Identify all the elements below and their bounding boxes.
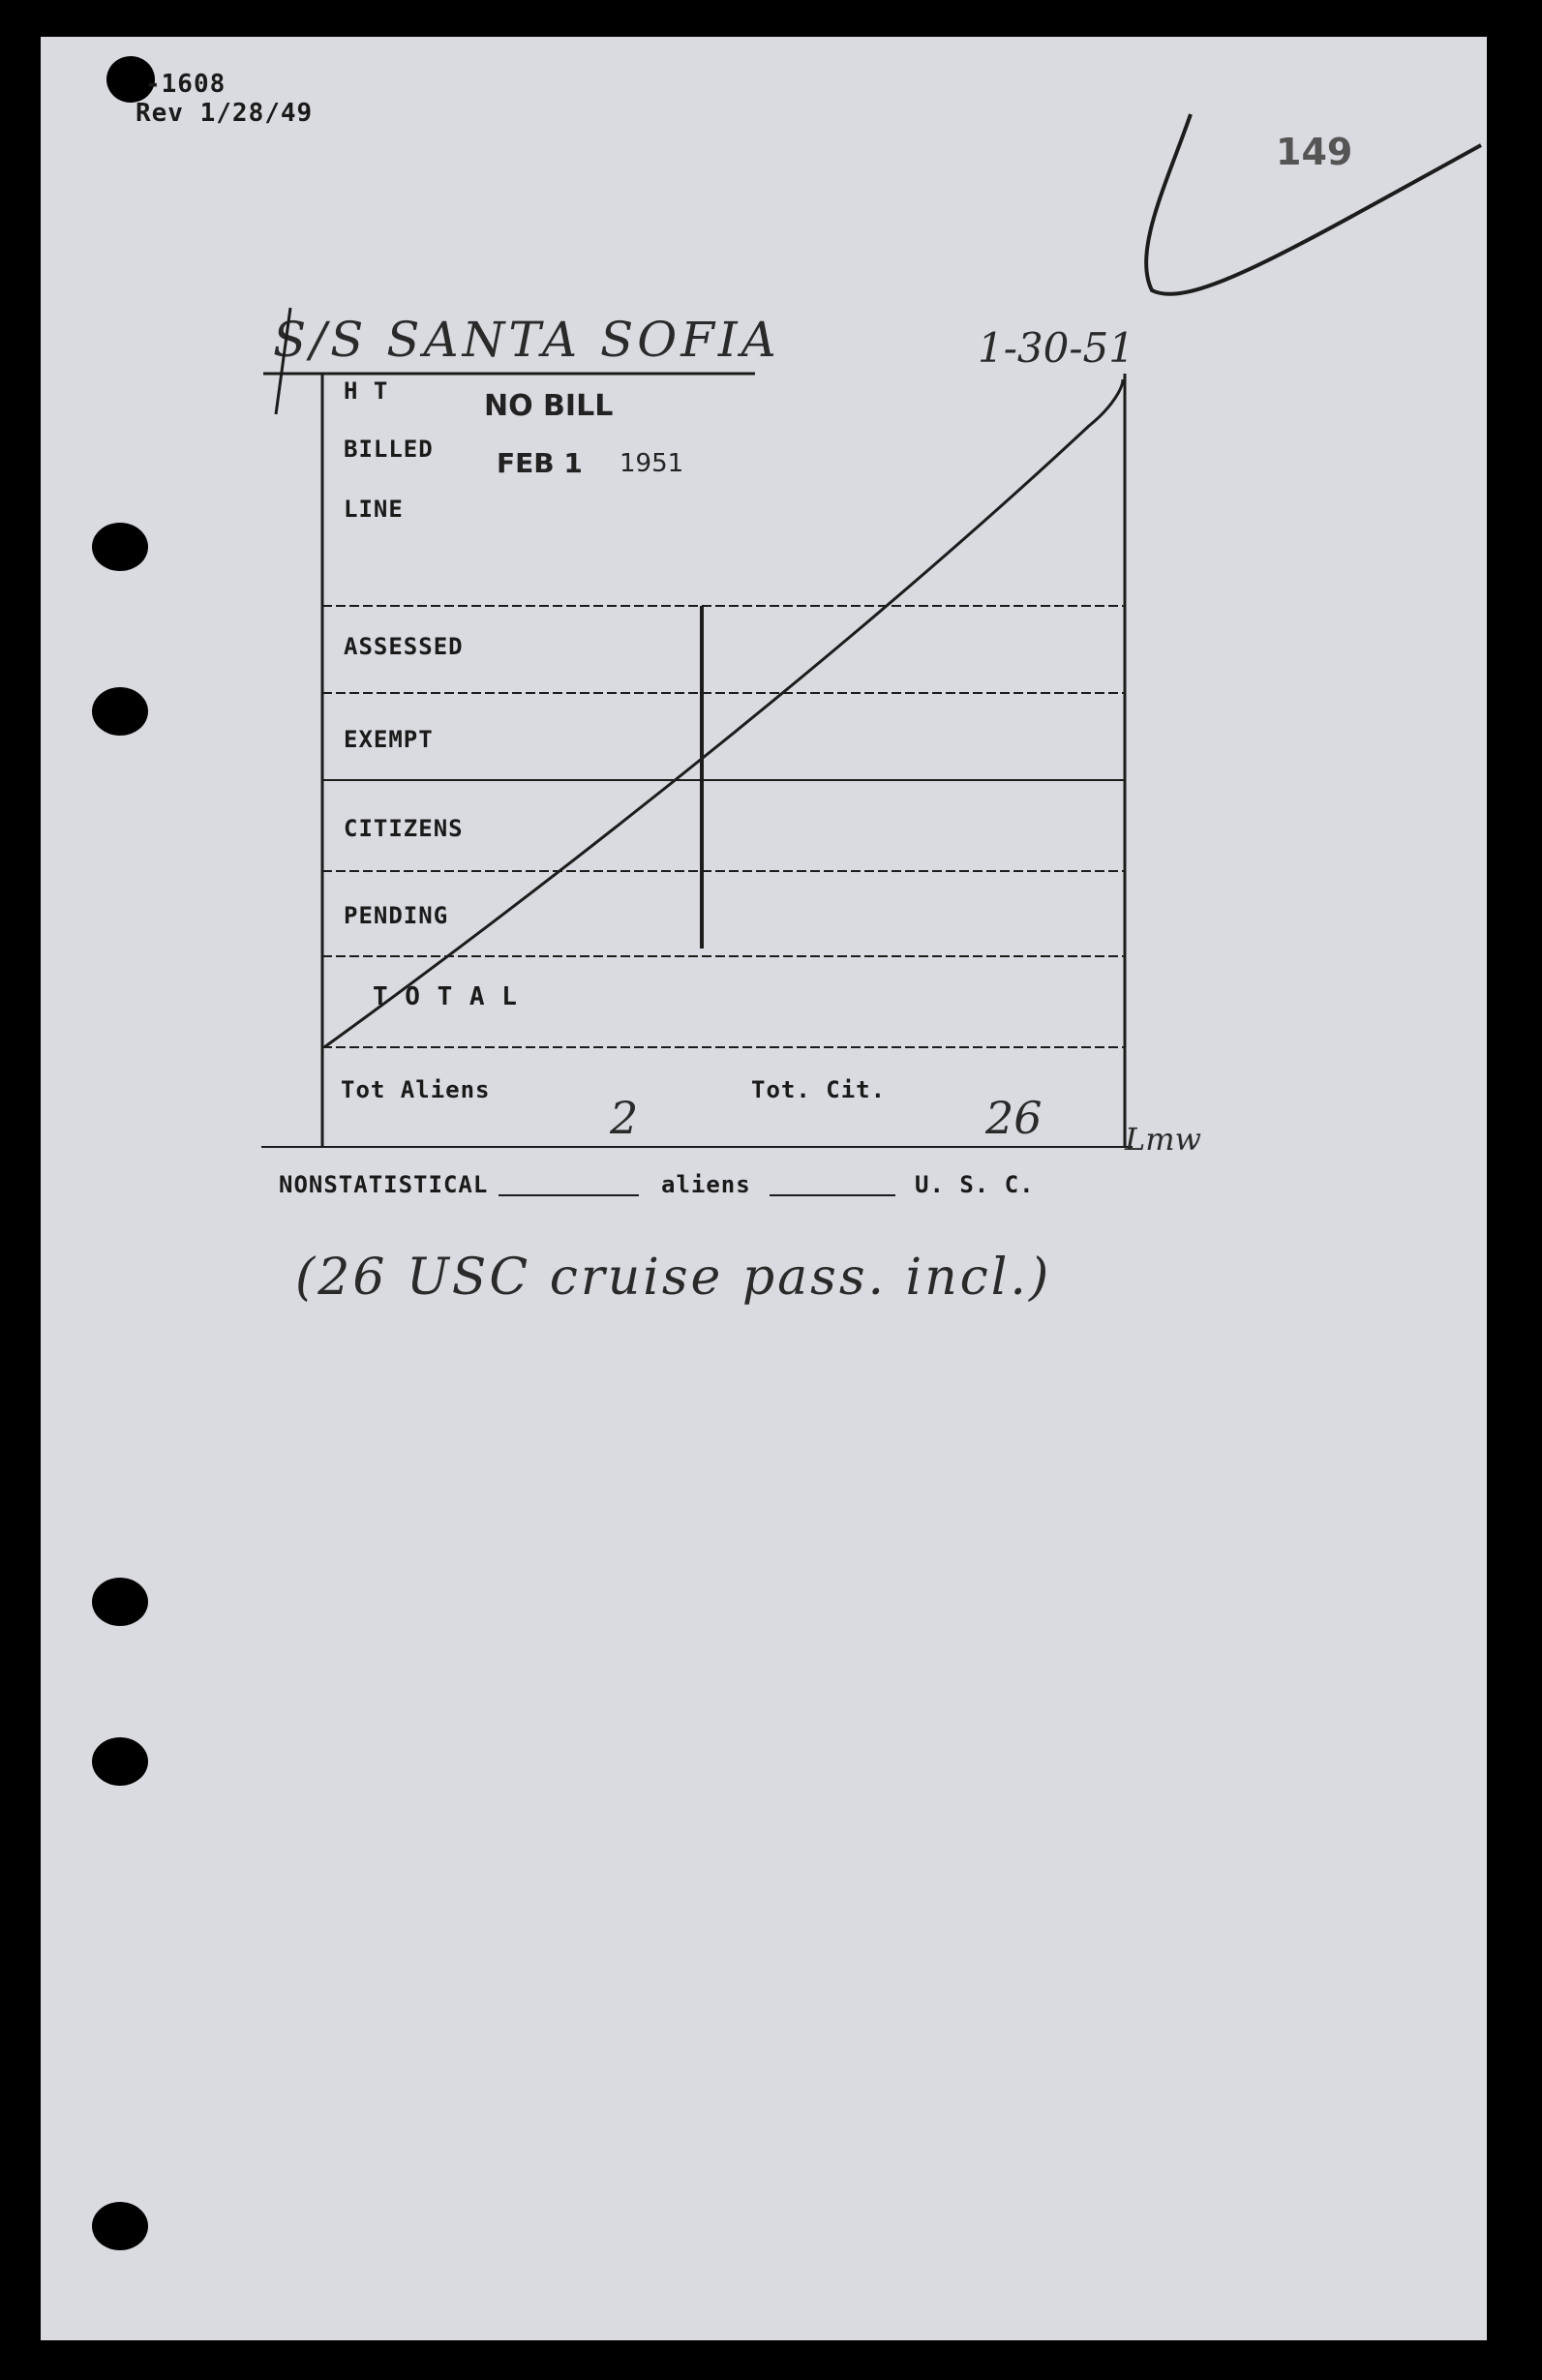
label-exempt: EXEMPT — [344, 726, 434, 753]
label-pending: PENDING — [344, 902, 449, 929]
no-bill-stamp: NO BILL — [484, 389, 614, 423]
billed-year-stamp: 1951 — [620, 449, 684, 478]
vessel-name: S/S SANTA SOFIA — [273, 312, 780, 368]
initials: Lmw — [1125, 1121, 1201, 1158]
label-citizens: CITIZENS — [344, 815, 464, 842]
label-assessed: ASSESSED — [344, 633, 464, 660]
usc-label: U. S. C. — [915, 1171, 1035, 1198]
label-tot-cit: Tot. Cit. — [751, 1076, 887, 1103]
label-billed: BILLED — [344, 436, 434, 463]
label-tot-aliens: Tot Aliens — [341, 1076, 491, 1103]
label-ht: H T — [344, 377, 389, 405]
form-revision: Rev 1/28/49 — [136, 99, 314, 128]
label-line: LINE — [344, 496, 404, 523]
form-number: -1608 — [145, 70, 227, 99]
billed-date-stamp: FEB 1 — [497, 447, 583, 479]
nonstatistical-label: NONSTATISTICAL — [279, 1171, 489, 1198]
vessel-date: 1-30-51 — [978, 324, 1134, 372]
handwritten-note: (26 USC cruise pass. incl.) — [295, 1249, 1052, 1307]
aliens-label: aliens — [661, 1171, 751, 1198]
page-number: 149 — [1276, 131, 1353, 173]
tot-cit-value: 26 — [985, 1092, 1043, 1144]
tot-aliens-value: 2 — [610, 1092, 639, 1144]
label-total: T O T A L — [373, 982, 518, 1011]
